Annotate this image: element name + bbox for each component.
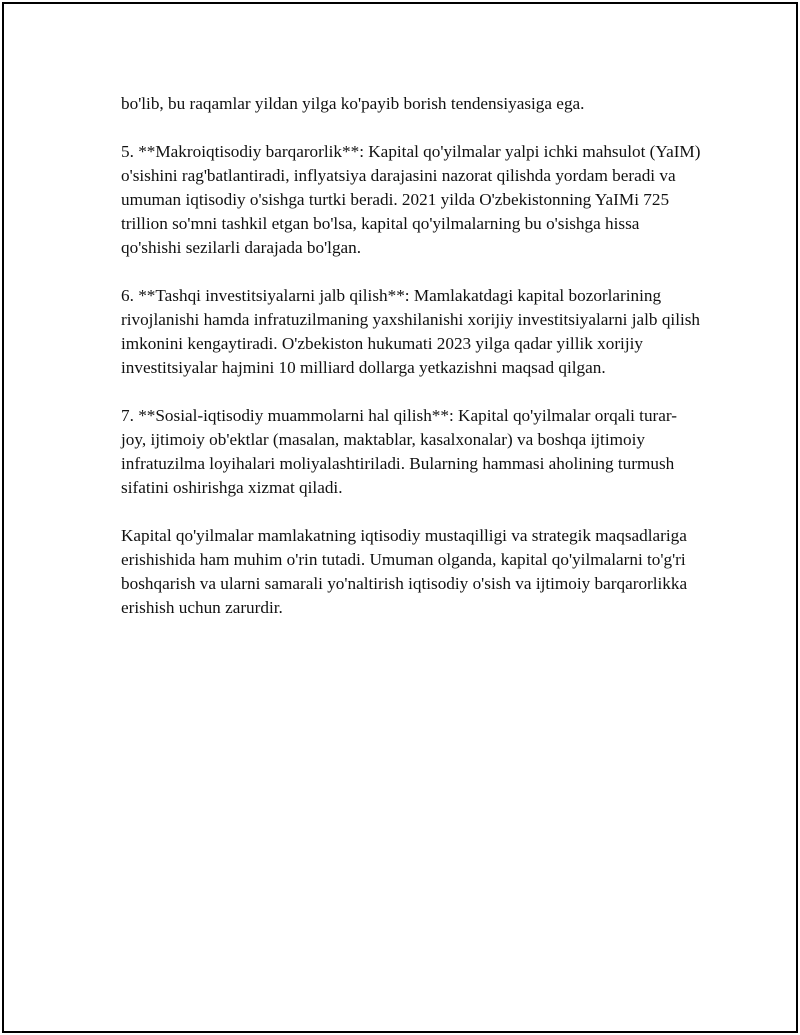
document-page <box>2 2 798 1033</box>
paragraph-foreign-investment: 6. **Tashqi investitsiyalarni jalb qilish**: Mamlakatdagi kapital bozorlarining rivojlanishi hamda infratuzilmaning yaxshilanishi xorijiy investitsiyalarni jalb qilish imkonini kengaytiradi. O'zbekiston hukumati 2023 yilga qadar yillik xorijiy investitsiyalar hajmini 10 milliard dollarga yetkazishni maqsad qilgan. <box>121 286 701 377</box>
paragraph-macroeconomic-stability: 5. **Makroiqtisodiy barqarorlik**: Kapital qo'yilmalar yalpi ichki mahsulot (YaIM) o'sishini rag'batlantiradi, inflyatsiya darajasini nazorat qilishda yordam beradi va umuman iqtisodiy o'sishga turtki beradi. 2021 yilda O'zbekistonning YaIMi 725 trillion so'mni tashkil etgan bo'lsa, kapital qo'yilmalarning bu o'sishga hissa qo'shishi sezilarli darajada bo'lgan. <box>121 142 701 257</box>
paragraph-socioeconomic-problems: 7. **Sosial-iqtisodiy muammolarni hal qilish**: Kapital qo'yilmalar orqali turar-joy, ijtimoiy ob'ektlar (masalan, maktablar, kasalxonalar) va boshqa ijtimoiy infratuzilma loyihalari moliyalashtiriladi. Bularning hammasi aholining turmush sifatini oshirishga xizmat qiladi. <box>121 406 678 497</box>
paragraph-continuation: bo'lib, bu raqamlar yildan yilga ko'payib borish tendensiyasiga ega. <box>121 94 585 113</box>
document-body <box>121 92 701 644</box>
paragraph-conclusion: Kapital qo'yilmalar mamlakatning iqtisodiy mustaqilligi va strategik maqsadlariga erishishida ham muhim o'rin tutadi. Umuman olganda, kapital qo'yilmalarni to'g'ri boshqarish va ularni samarali yo'naltirish iqtisodiy o'sish va ijtimoiy barqarorlikka erishish uchun zarurdir. <box>121 526 688 617</box>
